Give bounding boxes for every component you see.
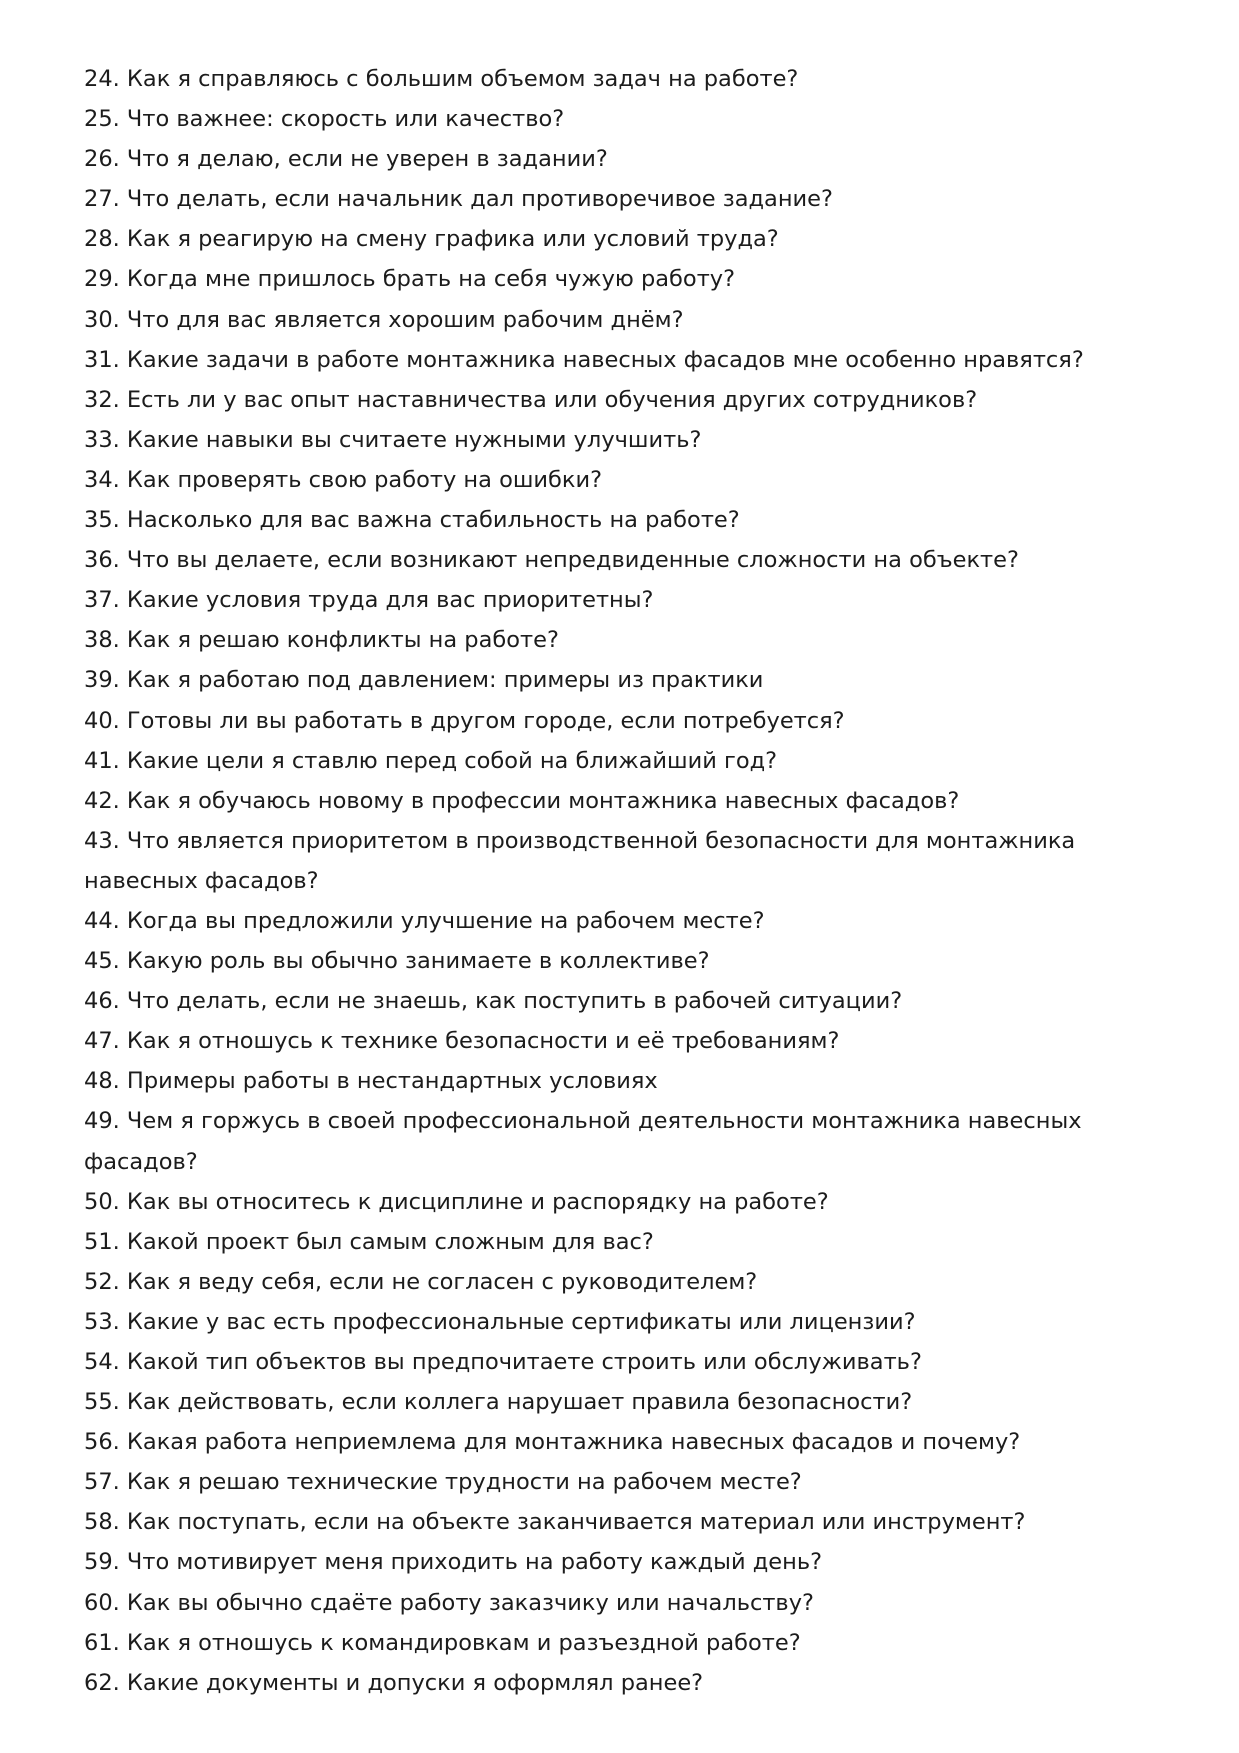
question-item xyxy=(84,1061,1174,1101)
question-text: 48. Примеры работы в нестандартных условиях xyxy=(84,1068,658,1095)
question-text: 36. Что вы делаете, если возникают непредвиденные сложности на объекте? xyxy=(84,547,1019,574)
question-item xyxy=(84,1502,1174,1542)
question-item xyxy=(84,620,1174,660)
question-text: 27. Что делать, если начальник дал противоречивое задание? xyxy=(84,186,833,213)
question-text: 29. Когда мне пришлось брать на себя чужую работу? xyxy=(84,266,736,293)
question-text: 55. Как действовать, если коллега нарушает правила безопасности? xyxy=(84,1389,913,1416)
question-text: 34. Как проверять свою работу на ошибки? xyxy=(84,466,603,493)
question-item xyxy=(84,460,1174,500)
question-item xyxy=(84,1583,1174,1623)
question-item xyxy=(84,701,1174,741)
question-item xyxy=(84,59,1174,99)
question-item xyxy=(84,1663,1174,1703)
question-item xyxy=(84,99,1174,139)
question-text: 40. Готовы ли вы работать в другом городе, если потребуется? xyxy=(84,707,845,734)
question-list xyxy=(84,59,1174,1703)
question-text: 60. Как вы обычно сдаёте работу заказчику или начальству? xyxy=(84,1589,814,1616)
question-item xyxy=(84,821,1174,901)
question-text: 33. Какие навыки вы считаете нужными улучшить? xyxy=(84,426,702,453)
question-item xyxy=(84,1623,1174,1663)
question-item xyxy=(84,340,1174,380)
question-item xyxy=(84,1182,1174,1222)
question-item xyxy=(84,741,1174,781)
question-item xyxy=(84,259,1174,299)
question-text: 38. Как я решаю конфликты на работе? xyxy=(84,627,559,654)
question-item xyxy=(84,540,1174,580)
question-item xyxy=(84,1342,1174,1382)
question-text: 59. Что мотивирует меня приходить на работу каждый день? xyxy=(84,1549,823,1576)
question-text: 53. Какие у вас есть профессиональные сертификаты или лицензии? xyxy=(84,1308,916,1335)
question-text: 43. Что является приоритетом в производственной безопасности для монтажника навесных фасадов? xyxy=(84,827,1076,894)
question-text: 37. Какие условия труда для вас приоритетны? xyxy=(84,587,654,614)
question-text: 47. Как я отношусь к технике безопасности и её требованиям? xyxy=(84,1028,840,1055)
question-text: 61. Как я отношусь к командировкам и разъездной работе? xyxy=(84,1629,801,1656)
question-text: 26. Что я делаю, если не уверен в задании? xyxy=(84,146,608,173)
question-text: 31. Какие задачи в работе монтажника навесных фасадов мне особенно нравятся? xyxy=(84,346,1084,373)
question-item xyxy=(84,781,1174,821)
question-text: 49. Чем я горжусь в своей профессиональной деятельности монтажника навесных фасадов? xyxy=(84,1108,1082,1175)
question-item xyxy=(84,660,1174,700)
question-text: 50. Как вы относитесь к дисциплине и распорядку на работе? xyxy=(84,1188,829,1215)
question-text: 42. Как я обучаюсь новому в профессии монтажника навесных фасадов? xyxy=(84,787,960,814)
question-text: 25. Что важнее: скорость или качество? xyxy=(84,106,565,133)
question-text: 51. Какой проект был самым сложным для вас? xyxy=(84,1228,654,1255)
question-item xyxy=(84,1021,1174,1061)
question-item xyxy=(84,1422,1174,1462)
question-item xyxy=(84,219,1174,259)
question-text: 32. Есть ли у вас опыт наставничества или обучения других сотрудников? xyxy=(84,386,978,413)
question-text: 58. Как поступать, если на объекте заканчивается материал или инструмент? xyxy=(84,1509,1026,1536)
question-item xyxy=(84,179,1174,219)
question-text: 39. Как я работаю под давлением: примеры из практики xyxy=(84,667,764,694)
question-text: 52. Как я веду себя, если не согласен с руководителем? xyxy=(84,1268,758,1295)
question-item xyxy=(84,901,1174,941)
question-text: 24. Как я справляюсь с большим объемом задач на работе? xyxy=(84,66,799,92)
question-text: 44. Когда вы предложили улучшение на рабочем месте? xyxy=(84,907,765,934)
question-item xyxy=(84,1542,1174,1582)
question-item xyxy=(84,580,1174,620)
document-page xyxy=(84,59,1174,1703)
question-text: 45. Какую роль вы обычно занимаете в коллективе? xyxy=(84,948,710,975)
question-text: 30. Что для вас является хорошим рабочим днём? xyxy=(84,306,684,333)
question-text: 54. Какой тип объектов вы предпочитаете строить или обслуживать? xyxy=(84,1349,922,1375)
question-item xyxy=(84,941,1174,981)
question-item xyxy=(84,1101,1174,1181)
question-item xyxy=(84,139,1174,179)
question-item xyxy=(84,1462,1174,1502)
question-text: 56. Какая работа неприемлема для монтажника навесных фасадов и почему? xyxy=(84,1429,1021,1456)
question-item xyxy=(84,420,1174,460)
question-text: 62. Какие документы и допуски я оформлял ранее? xyxy=(84,1669,704,1696)
question-text: 28. Как я реагирую на смену графика или условий труда? xyxy=(84,226,779,253)
question-item xyxy=(84,380,1174,420)
question-text: 57. Как я решаю технические трудности на рабочем месте? xyxy=(84,1469,802,1496)
question-item xyxy=(84,300,1174,340)
question-item xyxy=(84,1222,1174,1262)
question-item xyxy=(84,981,1174,1021)
question-text: 41. Какие цели я ставлю перед собой на ближайший год? xyxy=(84,747,778,774)
question-item xyxy=(84,1382,1174,1422)
question-item xyxy=(84,1302,1174,1342)
question-text: 35. Насколько для вас важна стабильность на работе? xyxy=(84,507,740,534)
question-item xyxy=(84,1262,1174,1302)
question-text: 46. Что делать, если не знаешь, как поступить в рабочей ситуации? xyxy=(84,988,903,1015)
question-item xyxy=(84,500,1174,540)
